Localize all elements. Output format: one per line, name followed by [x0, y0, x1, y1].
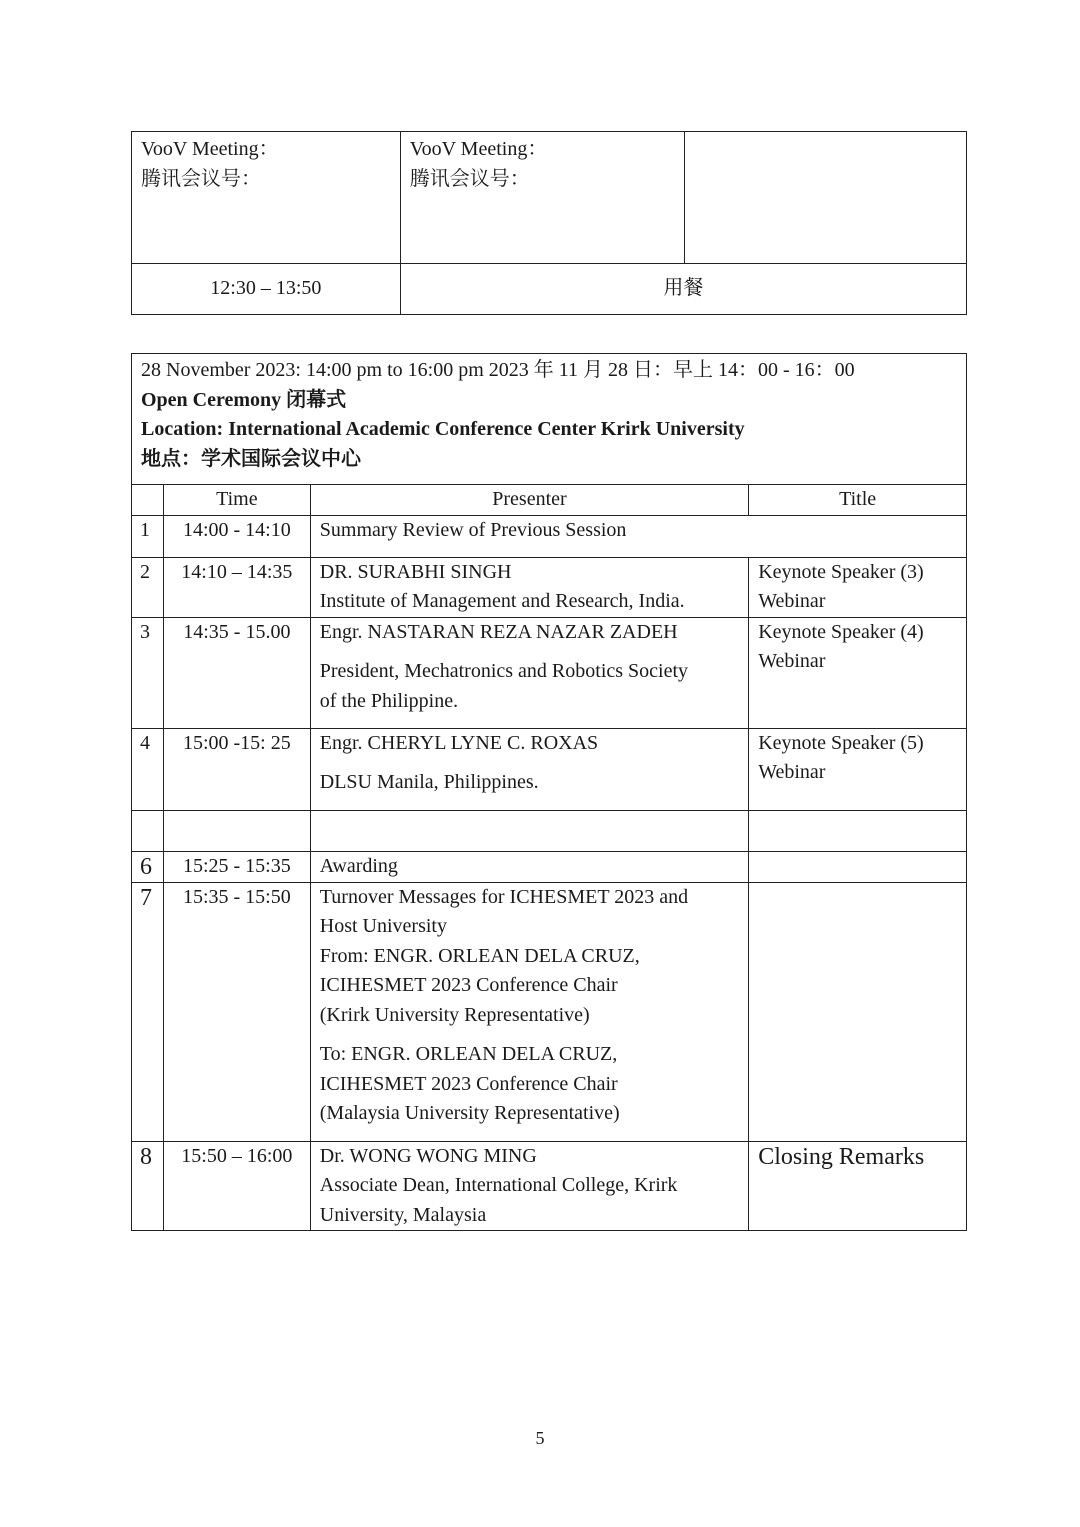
presenter-line: Host University [319, 915, 447, 937]
schedule-table [131, 353, 967, 1231]
row-number: 3 [132, 617, 164, 728]
presenter-line: (Malaysia University Representative) [319, 1102, 620, 1124]
presenter-affiliation: University, Malaysia [319, 1203, 487, 1226]
table-row [132, 515, 967, 557]
presenter-line: From: ENGR. ORLEAN DELA CRUZ, [319, 944, 640, 967]
row-presenter [310, 515, 966, 557]
row-presenter [310, 1141, 748, 1231]
presenter-affiliation: President, Mechatronics and Robotics Society [319, 660, 689, 682]
title-line: Webinar [758, 590, 826, 612]
presenter-line: Turnover Messages for ICHESMET 2023 and [319, 885, 689, 908]
row-number: 1 [132, 515, 164, 557]
session-location: Location: International Academic Conference Center Krirk University [141, 418, 745, 440]
presenter-name: Engr. NASTARAN REZA NAZAR ZADEH [319, 620, 678, 643]
presenter-name: Dr. WONG WONG MING [319, 1144, 537, 1167]
empty-cell [310, 810, 748, 851]
title-line: Webinar [758, 650, 826, 672]
schedule-header [132, 354, 967, 485]
row-time: 15:50 – 16:00 [163, 1141, 310, 1231]
presenter-affiliation: Associate Dean, International College, Krirk [319, 1174, 678, 1196]
table-row [132, 728, 967, 810]
column-header-time: Time [163, 485, 310, 516]
tencent-meeting-id-label: 腾讯会议号： [409, 167, 530, 190]
row-number: 4 [132, 728, 164, 810]
session-location-cn: 地点：学术国际会议中心 [141, 447, 361, 470]
voov-table [131, 131, 967, 315]
title-line: Keynote Speaker (5) [758, 731, 924, 754]
row-time: 15:35 - 15:50 [163, 882, 310, 1141]
column-header-title: Title [749, 485, 967, 516]
row-title [749, 882, 967, 1141]
lunch-label: 用餐 [400, 264, 966, 315]
row-number: 2 [132, 557, 164, 617]
row-time: 14:00 - 14:10 [163, 515, 310, 557]
presenter-line: Summary Review of Previous Session [319, 518, 627, 541]
session-date: 28 November 2023: 14:00 pm to 16:00 pm 2023 年 11 月 28 日：早上 14：00 - 16：00 [141, 359, 855, 381]
presenter-name: Engr. CHERYL LYNE C. ROXAS [319, 731, 599, 754]
row-presenter [310, 557, 748, 617]
presenter-affiliation: of the Philippine. [319, 689, 459, 712]
table-row [132, 1141, 967, 1231]
row-title [749, 557, 967, 617]
presenter-line: Awarding [319, 854, 398, 877]
table-row [132, 617, 967, 728]
row-time: 14:10 – 14:35 [163, 557, 310, 617]
presenter-name: DR. SURABHI SINGH [319, 560, 512, 583]
row-presenter [310, 882, 748, 1141]
row-title [749, 617, 967, 728]
table-row [132, 882, 967, 1141]
row-title [749, 1141, 967, 1231]
presenter-affiliation: Institute of Management and Research, India. [319, 590, 685, 612]
voov-cell-2 [400, 132, 685, 264]
presenter-affiliation: DLSU Manila, Philippines. [319, 771, 539, 793]
presenter-line: To: ENGR. ORLEAN DELA CRUZ, [319, 1043, 618, 1065]
row-title [749, 851, 967, 882]
title-line: Keynote Speaker (4) [758, 620, 924, 643]
row-number: 8 [132, 1141, 164, 1231]
column-header-number [132, 485, 164, 516]
session-name: Open Ceremony 闭幕式 [141, 388, 347, 411]
row-number: 7 [132, 882, 164, 1141]
row-number: 6 [132, 851, 164, 882]
page-number: 5 [535, 1428, 545, 1448]
presenter-line: ICIHESMET 2023 Conference Chair [319, 1072, 618, 1095]
voov-cell-empty [685, 132, 967, 264]
row-time: 15:25 - 15:35 [163, 851, 310, 882]
column-header-presenter: Presenter [310, 485, 748, 516]
voov-meeting-label: VooV Meeting： [409, 138, 548, 160]
table-row [132, 557, 967, 617]
voov-meeting-label: VooV Meeting： [141, 138, 279, 160]
title-line: Keynote Speaker (3) [758, 560, 924, 583]
empty-cell [749, 810, 967, 851]
tencent-meeting-id-label: 腾讯会议号： [141, 167, 261, 190]
voov-cell-1 [132, 132, 401, 264]
lunch-time: 12:30 – 13:50 [132, 264, 401, 315]
title-line: Closing Remarks [758, 1143, 925, 1170]
row-presenter [310, 617, 748, 728]
column-header-row [132, 485, 967, 516]
table-row [132, 851, 967, 882]
row-time: 14:35 - 15.00 [163, 617, 310, 728]
row-presenter [310, 851, 748, 882]
presenter-line: ICIHESMET 2023 Conference Chair [319, 974, 618, 996]
title-line: Webinar [758, 761, 826, 783]
empty-cell [132, 810, 164, 851]
empty-cell [163, 810, 310, 851]
empty-row [132, 810, 967, 851]
row-title [749, 728, 967, 810]
presenter-line: (Krirk University Representative) [319, 1003, 590, 1026]
row-time: 15:00 -15: 25 [163, 728, 310, 810]
row-presenter [310, 728, 748, 810]
